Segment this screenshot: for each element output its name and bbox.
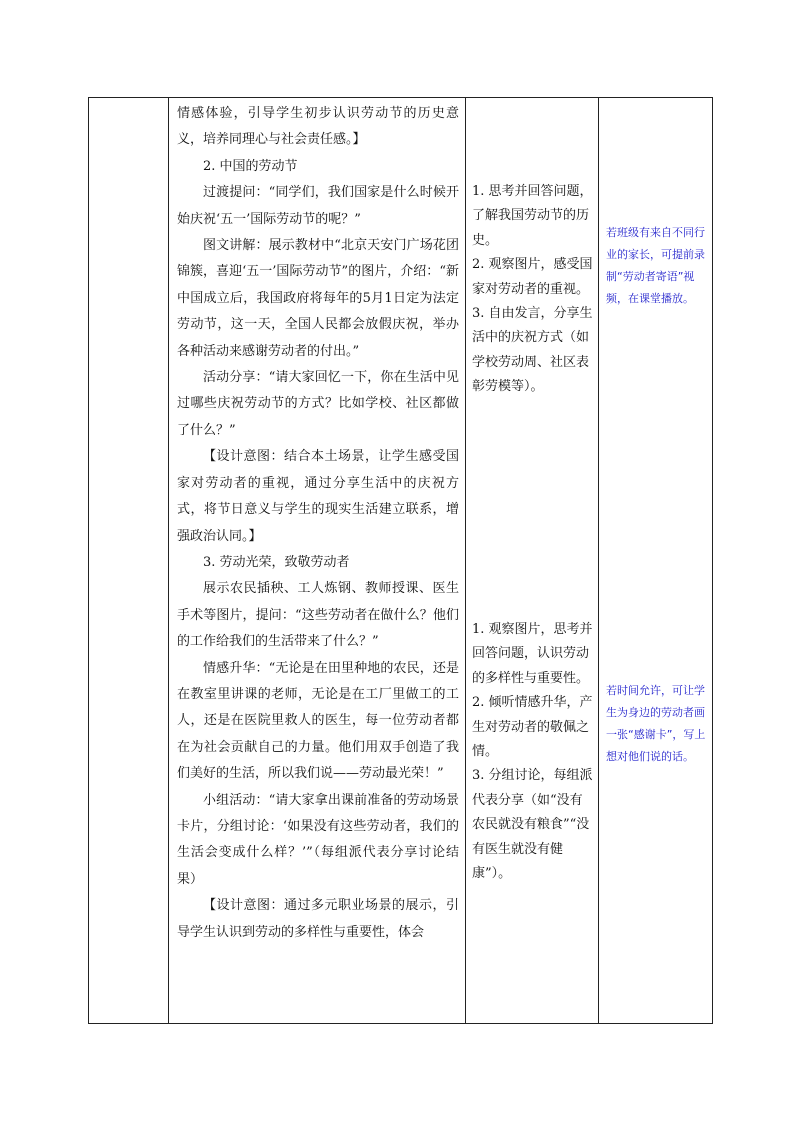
image-explanation: 图文讲解：展示教材中“北京天安门广场花团锦簇，喜迎‘五一’国际劳动节”的图片，介绍：“新中国成立后，我国政府将每年的5月1日定为法定劳动节，这一天，全国人民都会放假庆祝，举办各种活动来感谢劳动者的付出。”	[177, 238, 459, 359]
image-question: 展示农民插秧、工人炼钢、教师授课、医生手术等图片，提问：“这些劳动者在做什么？他们的工作给我们的生活带来了什么？”	[177, 581, 459, 650]
activity-share: 活动分享：“请大家回忆一下，你在生活中见过哪些庆祝劳动节的方式？比如学校、社区都做了什么？”	[177, 370, 459, 438]
activity-item: 1. 思考并回答问题，了解我国劳动节的历史。	[472, 184, 593, 248]
note-1	[606, 222, 708, 310]
activity-item: 3. 自由发言，分享生活中的庆祝方式（如学校劳动周、社区表彰劳模等）。	[472, 306, 593, 395]
activity-group-1	[472, 180, 594, 400]
design-intent: 【设计意图：通过多元职业场景的展示，引导学生认识到劳动的多样性与重要性，体会	[177, 898, 459, 940]
intent-continuation: 情感体验，引导学生初步认识劳动节的历史意义，培养同理心与社会责任感。】	[177, 106, 459, 148]
activity-item: 2. 倾听情感升华，产生对劳动者的敬佩之情。	[472, 695, 593, 760]
student-activity-column	[466, 98, 598, 1023]
activity-group-2	[472, 618, 594, 886]
lesson-plan-table	[88, 97, 713, 1024]
section-heading: 3. 劳动光荣，致敬劳动者	[203, 554, 350, 570]
activity-item: 3. 分组讨论，每组派代表分享（如“没有农民就没有粮食”“没有医生就没有健康”）。	[472, 768, 593, 882]
note-text: 若时间允许，可让学生为身边的劳动者画一张“感谢卡”，写上想对他们说的话。	[606, 684, 706, 763]
teaching-process-column	[169, 98, 465, 1023]
group-activity: 小组活动：“请大家拿出课前准备的劳动场景卡片，分组讨论：‘如果没有这些劳动者，我们的生活会变成什么样？’”（每组派代表分享讨论结果）	[177, 792, 459, 887]
activity-item: 2. 观察图片，感受国家对劳动者的重视。	[472, 257, 593, 297]
note-2	[606, 680, 708, 768]
section-heading: 2. 中国的劳动节	[203, 158, 298, 174]
emotional-sublimation: 情感升华：“无论是在田里种地的农民，还是在教室里讲课的老师，无论是在工厂里做工的工人，还是在医院里救人的医生，每一位劳动者都在为社会贡献自己的力量。他们用双手创造了我们美好的生活，所以我们说——劳动最光荣！”	[177, 660, 459, 782]
notes-column	[599, 98, 713, 1023]
transition-question: 过渡提问：“同学们，我们国家是什么时候开始庆祝‘五一’国际劳动节的呢？”	[177, 185, 459, 227]
design-intent: 【设计意图：结合本土场景，让学生感受国家对劳动者的重视，通过分享生活中的庆祝方式，将节日意义与学生的现实生活建立联系，增强政治认同。】	[177, 449, 459, 544]
activity-item: 1. 观察图片，思考并回答问题，认识劳动的多样性与重要性。	[472, 622, 593, 686]
note-text: 若班级有来自不同行业的家长，可提前录制“劳动者寄语”视频，在课堂播放。	[606, 226, 705, 305]
